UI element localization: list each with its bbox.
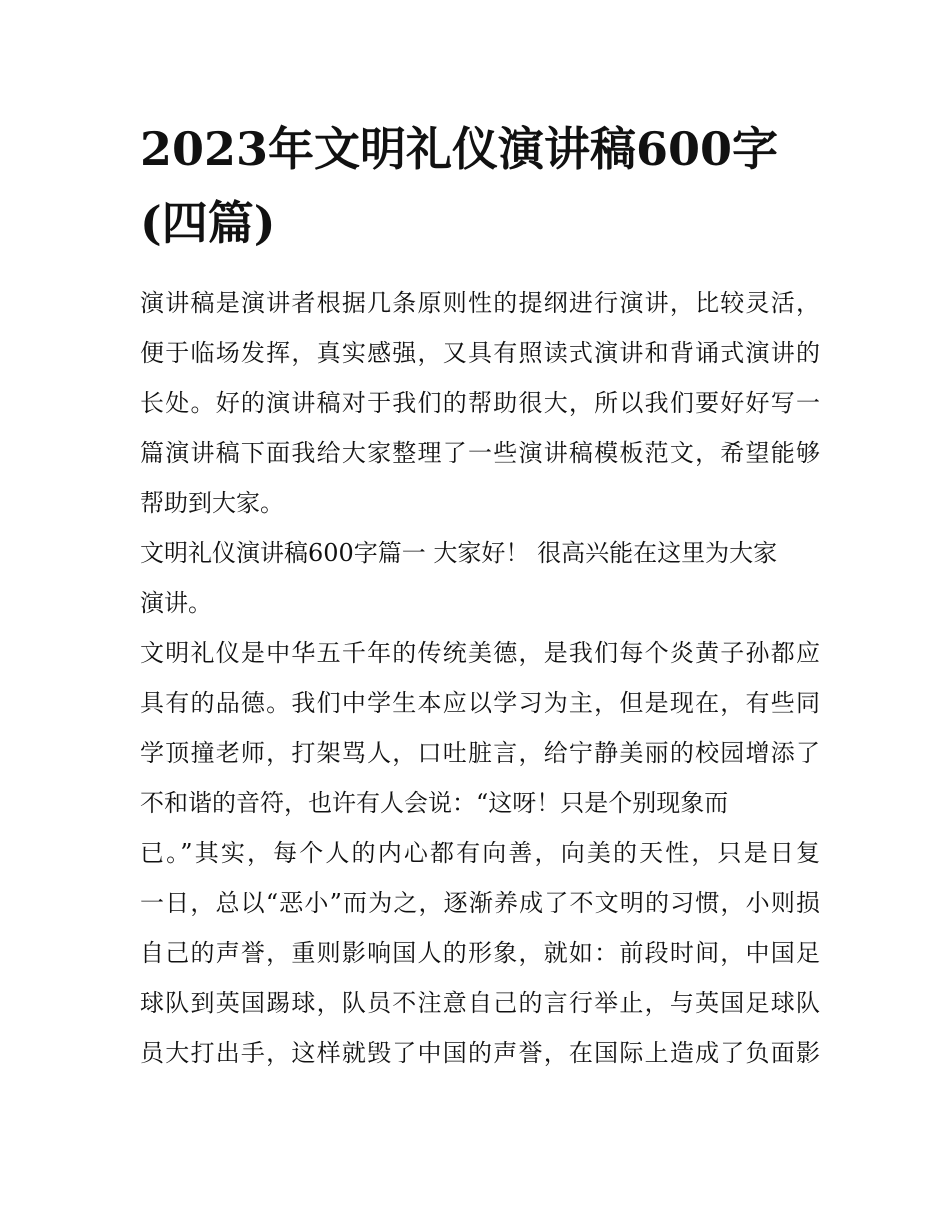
body-line: 已。”其实，每个人的内心都有向善，向美的天性，只是日复 [140, 839, 820, 867]
body-line: 学顶撞老师，打架骂人，口吐脏言，给宁静美丽的校园增添了 [140, 739, 820, 767]
body-line: 篇演讲稿下面我给大家整理了一些演讲稿模板范文，希望能够 [140, 439, 820, 467]
body-line: 具有的品德。我们中学生本应以学习为主，但是现在，有些同 [140, 689, 820, 717]
body-line: 长处。好的演讲稿对于我们的帮助很大，所以我们要好好写一 [140, 389, 820, 417]
body-line: 帮助到大家。 [140, 489, 284, 517]
document-title [140, 112, 820, 260]
body-line: 演讲稿是演讲者根据几条原则性的提纲进行演讲，比较灵活， [140, 289, 820, 317]
body-line: 文明礼仪是中华五千年的传统美德，是我们每个炎黄子孙都应 [140, 639, 820, 667]
body-line: 便于临场发挥，真实感强，又具有照读式演讲和背诵式演讲的 [140, 339, 820, 367]
body-line: 演讲。 [140, 589, 212, 617]
title-line-2: (四篇) [140, 196, 276, 250]
body-line: 不和谐的音符，也许有人会说：“这呀！只是个别现象而 [140, 789, 729, 817]
body-line: 文明礼仪演讲稿600字篇一 大家好！ 很高兴能在这里为大家 [140, 539, 778, 567]
body-line: 球队到英国踢球，队员不注意自己的言行举止，与英国足球队 [140, 989, 820, 1017]
document-body [140, 278, 820, 1078]
title-line-1: 2023年文明礼仪演讲稿600字 [140, 122, 779, 176]
body-line: 自己的声誉，重则影响国人的形象，就如：前段时间，中国足 [140, 939, 820, 967]
body-line: 员大打出手，这样就毁了中国的声誉，在国际上造成了负面影 [140, 1039, 820, 1067]
body-line: 一日，总以“恶小”而为之，逐渐养成了不文明的习惯，小则损 [140, 889, 820, 917]
